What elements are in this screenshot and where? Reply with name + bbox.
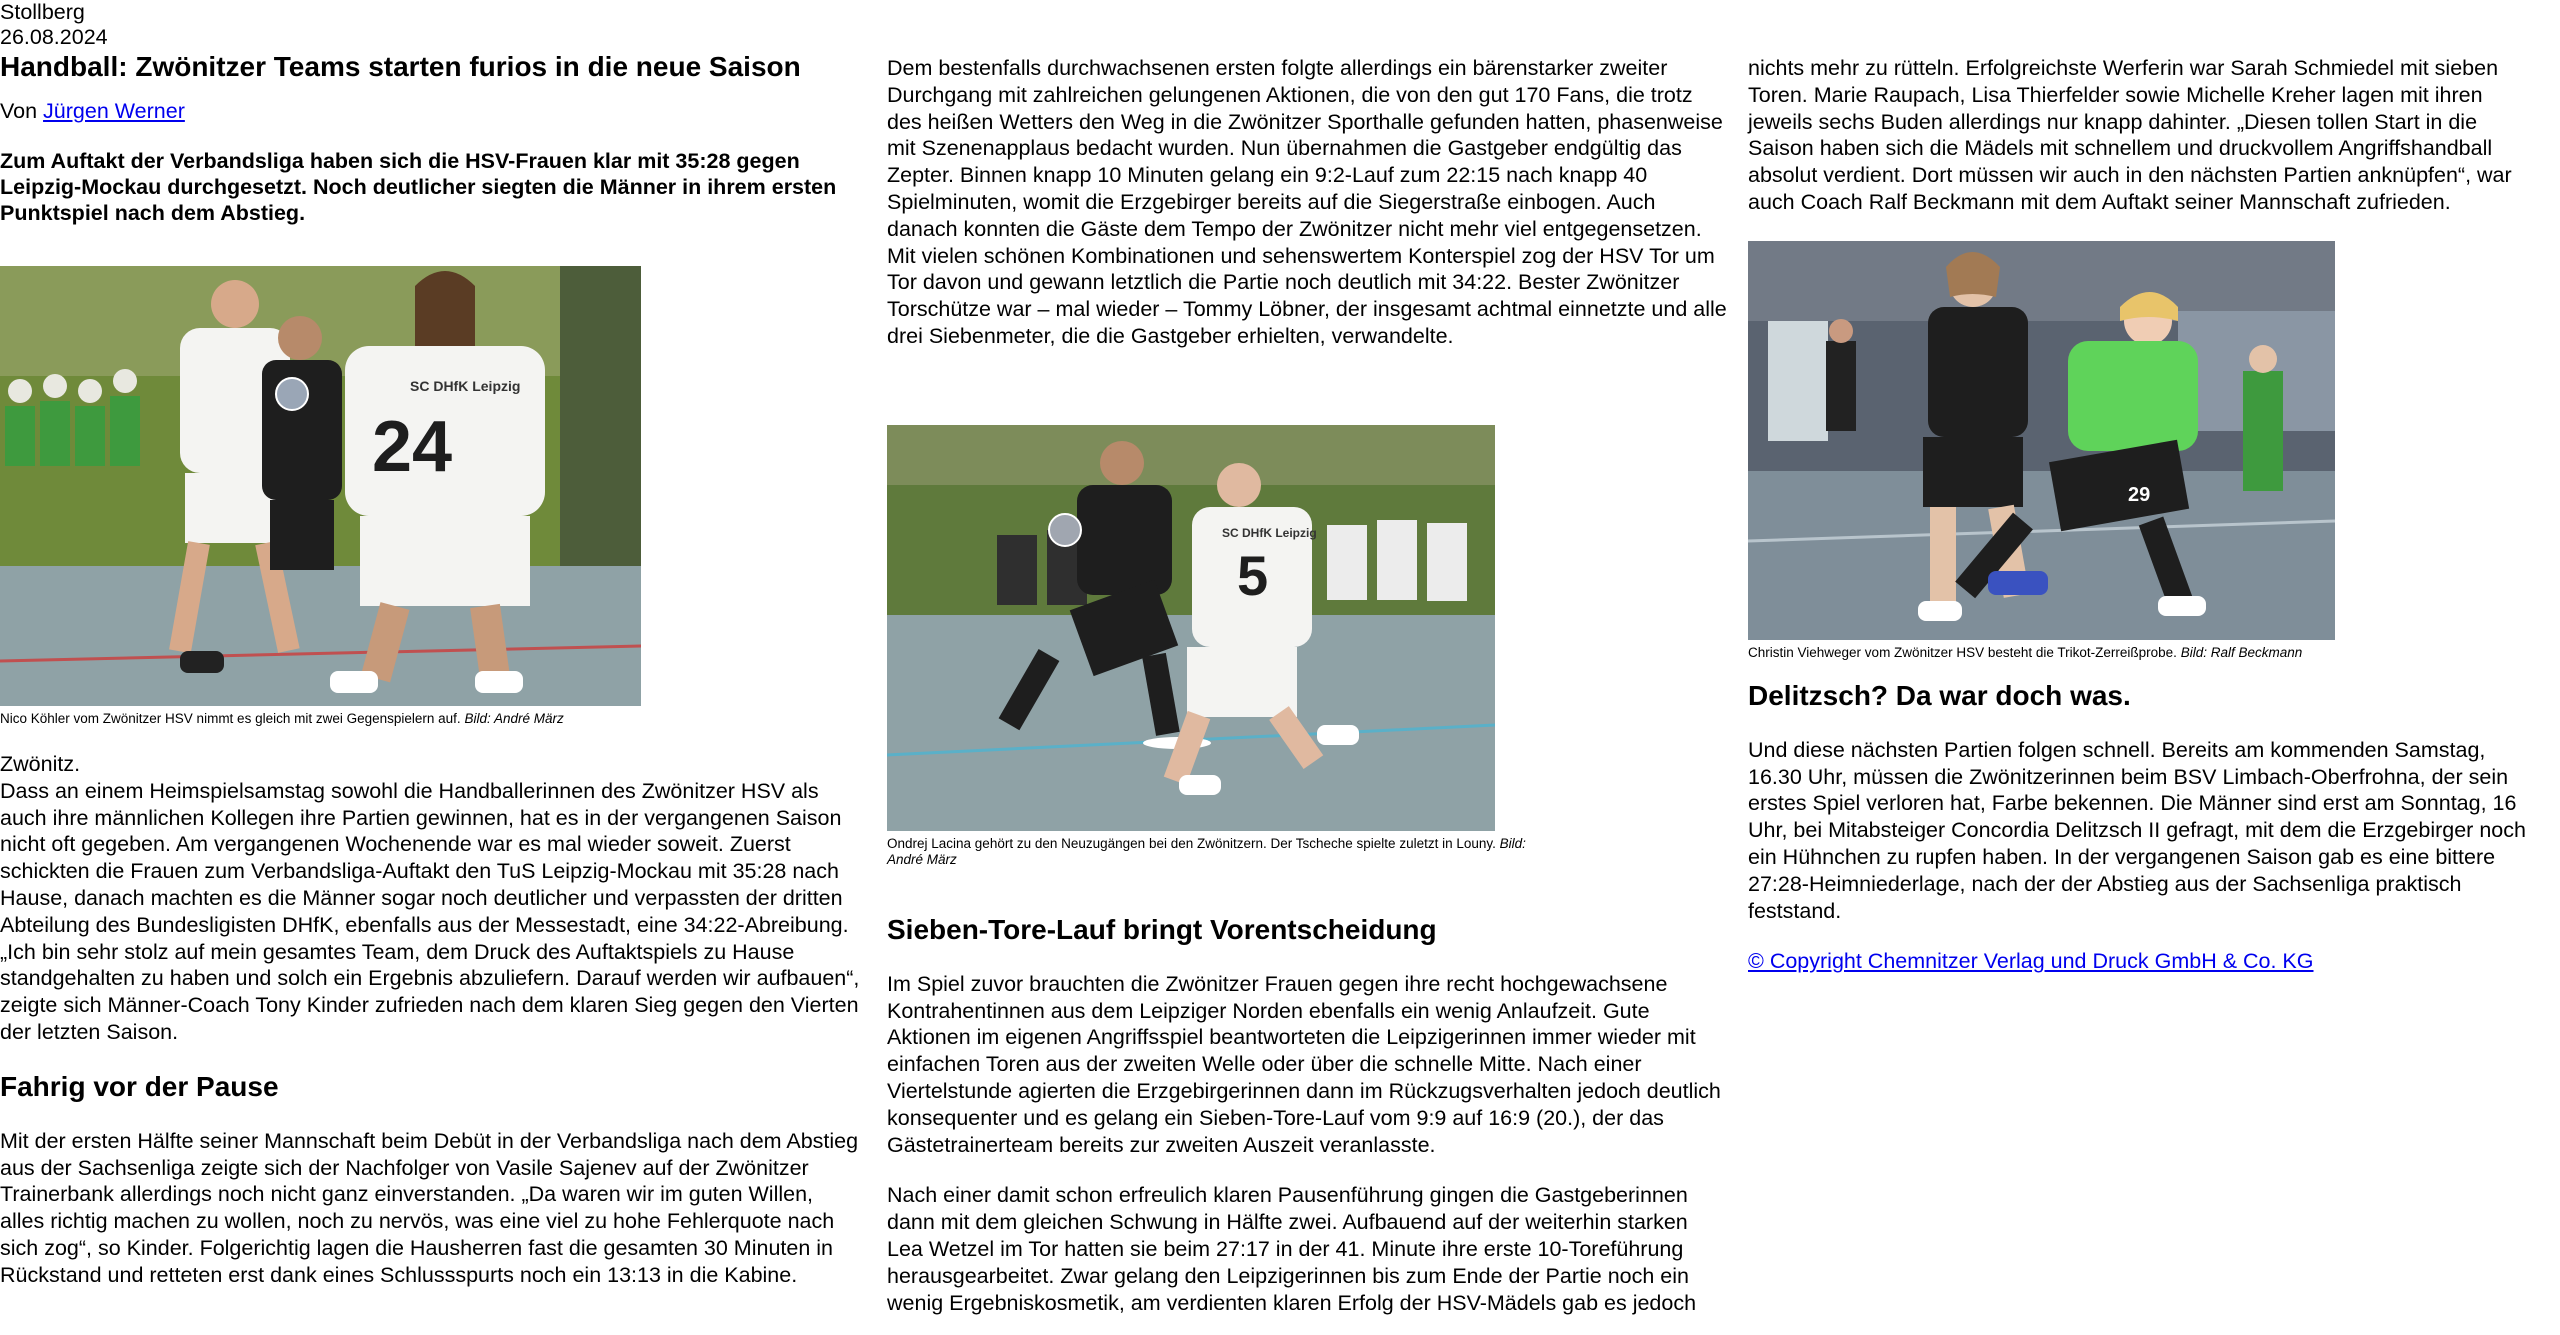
article-location: Stollberg [0,0,85,24]
photo-nico-koehler [0,266,641,706]
jersey-number: 5 [1237,543,1269,607]
column-right [1748,55,2528,974]
paragraph: Dass an einem Heimspielsamstag sowohl die Handballerinnen des Zwönitzer HSV als auch ihre männlichen Kollegen ihre Partien gewinnen, hat es in der vergangenen Saison nicht oft gegeben. Am vergangenen Wochenende war es mal wieder soweit. Zuerst schickten die Frauen zum Verbandsliga-Auftakt den TuS Leipzig-Mockau mit 35:28 nach Hause, danach machten es die Männer sogar noch deutlicher und verpassten der dritten Abteilung des Bundesligisten DHfK, ebenfalls aus der Messestadt, eine 34:22-Abreibung. „Ich bin sehr stolz auf mein gesamtes Team, dem Druck des Auftaktspiels zu Hause standgehalten zu haben und solch ein Ergebnis abzuliefern. Darauf werden wir aufbauen“, zeigte sich Männer-Coach Tony Kinder zufrieden nach dem klaren Sieg gegen den Vierten der letzten Saison. [0,778,860,1044]
author-link[interactable]: Jürgen Werner [43,99,185,123]
column-middle [887,55,1727,1316]
jersey-text: SC DHfK Leipzig [410,378,521,394]
subheading: Fahrig vor der Pause [0,1070,279,1102]
photo-credit: Bild: André März [464,711,564,726]
paragraph: Im Spiel zuvor brauchten die Zwönitzer Frauen gegen ihre recht hochgewachsene Kontrahentinnen aus dem Leipziger Norden ebenfalls ein wenig Anlaufzeit. Gute Aktionen im eigenen Angriffsspiel beantworteten die Leipzigerinnen immer wieder mit einfachen Toren aus der zweiten Welle oder über die schnelle Mitte. Nach einer Viertelstunde agierten die Erzgebirgerinnen dann im Rückzugsverhalten jedoch deutlich konsequenter und es gelang ein Sieben-Tore-Lauf vom 9:9 auf 16:9 (20.), der das Gästetrainerteam bereits zur zweiten Auszeit veranlasste. [887,971,1721,1157]
jersey-text: SC DHfK Leipzig [1222,525,1317,540]
paragraph: Und diese nächsten Partien folgen schnell. Bereits am kommenden Samstag, 16.30 Uhr, müssen die Zwönitzerinnen beim BSV Limbach-Oberfrohna, der sein erstes Spiel verloren hat, Farbe bekennen. Die Männer sind erst am Sonntag, 16 Uhr, bei Mitabsteiger Concordia Delitzsch II gefragt, mit dem die Erzgebirger noch ein Hühnchen zu rupfen haben. In der vergangenen Saison gab es eine bittere 27:28-Heimniederlage, nach der der Abstieg aus der Sachsenliga praktisch feststand. [1748,737,2526,923]
subheading: Delitzsch? Da war doch was. [1748,679,2131,711]
paragraph: nichts mehr zu rütteln. Erfolgreichste Werferin war Sarah Schmiedel mit sieben Toren. Marie Raupach, Lisa Thierfelder sowie Michelle Kreher lagen mit ihren jeweils sechs Buden allerdings nur knapp dahinter. „Diesen tollen Start in die Saison haben sich die Mädels mit schnellem und druckvollem Angriffshandball absolut verdient. Dort müssen wir auch in den nächsten Partien anknüpfen“, war auch Coach Ralf Beckmann mit dem Auftakt seiner Mannschaft zufrieden. [1748,56,2512,214]
subheading: Sieben-Tore-Lauf bringt Vorentscheidung [887,913,1437,945]
paragraph: Mit der ersten Hälfte seiner Mannschaft beim Debüt in der Verbandsliga nach dem Abstieg aus der Sachsenliga zeigte sich der Nachfolger von Vasile Sajenev auf der Zwönitzer Trainerbank allerdings noch nicht ganz einverstanden. „Da waren wir im guten Willen, alles richtig machen zu wollen, noch zu nervös, was eine viel zu hohe Fehlerquote nach sich zog“, so Kinder. Folgerichtig lagen die Hausherren fast die gesamten 30 Minuten in Rückstand und retteten erst dank eines Schlussspurts noch ein 13:13 in die Kabine. [0,1128,859,1287]
photo-ondrej-lacina [887,425,1495,831]
paragraph: Dem bestenfalls durchwachsenen ersten folgte allerdings ein bärenstarker zweiter Durchgang mit zahlreichen gelungenen Aktionen, die von den gut 170 Fans, die trotz des heißen Wetters den Weg in die Zwönitzer Sporthalle gefunden hatten, phasenweise mit Szenenapplaus bedacht wurden. Nun übernahmen die Gastgeber endgültig das Zepter. Binnen knapp 10 Minuten gelang ein 9:2-Lauf zum 22:15 nach knapp 40 Spielminuten, womit die Erzgebirger bereits auf die Siegerstraße einbogen. Auch danach konnten die Gäste dem Tempo der Zwönitzer nicht mehr viel entgegensetzen. Mit vielen schönen Kombinationen und sehenswertem Konterspiel zog der HSV Tor um Tor davon und gewann letztlich die Partie noch deutlich mit 34:22. Bester Zwönitzer Torschütze war – mal wieder – Tommy Löbner, der insgesamt achtmal einnetzte und alle drei Siebenmeter, die die Gastgeber erhielten, verwandelte. [887,56,1727,348]
article-headline: Handball: Zwönitzer Teams starten furios in die neue Saison [0,51,801,82]
photo-caption: Ondrej Lacina gehört zu den Neuzugängen bei den Zwönitzern. Der Tscheche spielte zuletzt in Louny. Bild: André März [887,835,1526,867]
copyright-notice [1748,948,2528,974]
photo-christin-viehweger [1748,241,2335,640]
paragraph: Nach einer damit schon erfreulich klaren Pausenführung gingen die Gastgeberinnen dann mit dem gleichen Schwung in Hälfte zwei. Aufbauend auf der weiterhin starken Lea Wetzel im Tor hatten sie beim 27:17 in der 41. Minute ihre erste 10-Toreführung herausgearbeitet. Zwar gelang den Leipzigerinnen bis zum Ende der Partie noch ein wenig Ergebniskosmetik, am verdienten klaren Erfolg der HSV-Mädels gab es jedoch [887,1183,1697,1315]
photo-credit: Bild: Ralf Beckmann [2180,644,2303,660]
copyright-link[interactable]: © Copyright Chemnitzer Verlag und Druck GmbH & Co. KG [1748,949,2314,974]
photo-caption: Nico Köhler vom Zwönitzer HSV nimmt es gleich mit zwei Gegenspielern auf. Bild: André März [0,711,564,726]
jersey-number: 29 [2128,483,2151,506]
photo-credit: Bild: André März [887,835,1526,867]
article-lead: Zum Auftakt der Verbandsliga haben sich die HSV-Frauen klar mit 35:28 gegen Leipzig-Mockau durchgesetzt. Noch deutlicher siegten die Männer in ihrem ersten Punktspiel nach dem Abstieg. [0,149,837,225]
column-left [0,0,862,1289]
dateline: Zwönitz. [0,752,81,776]
article-date: 26.08.2024 [0,25,108,49]
byline-prefix: Von [0,99,44,123]
photo-caption: Christin Viehweger vom Zwönitzer HSV besteht die Trikot-Zerreißprobe. Bild: Ralf Beckmann [1748,644,2303,660]
byline [0,98,862,124]
jersey-number: 24 [372,407,453,487]
